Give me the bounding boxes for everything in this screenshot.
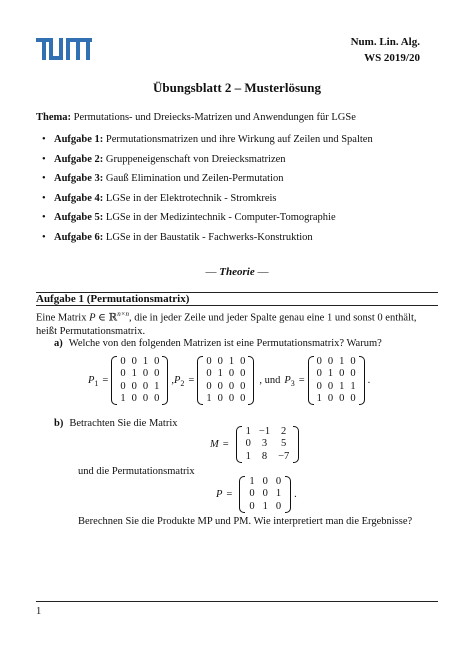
matrix-cell: 0 [120,380,126,392]
matrix-cell: 0 [339,368,345,380]
matrix-cell: 0 [240,356,246,367]
matrix-cell: 0 [217,356,223,367]
matrix-cell: 0 [228,368,235,380]
matrix-cell: 0 [120,368,126,380]
section-rule-bottom [36,305,438,306]
task-item: • Aufgabe 5: LGSe in der Medizintechnik - Computer-Tomographie [54,208,373,228]
matrix-cell: 0 [339,392,345,404]
matrix-cell: 1 [316,392,322,404]
matrix-cell: 1 [228,356,235,367]
matrix-cell: 0 [240,392,246,404]
thema-label: Thema: [36,112,71,123]
matrix-cell: 3 [261,438,268,450]
matrix-cell: 1 [120,392,126,404]
matrix-cell: 0 [262,476,268,487]
matrix-cell: 1 [142,356,149,367]
matrix-cell: 0 [350,356,356,367]
matrix-cell: 1 [339,356,345,367]
matrix-p [239,476,291,513]
thema-line [36,112,356,123]
question-b-text1: Betrachten Sie die Matrix [69,418,178,429]
matrix-m-row: M = 1 −1 2 0 3 5 1 8 −7 [210,426,302,463]
matrix-cell: 0 [142,380,149,392]
matrix-cell: 0 [206,380,212,392]
matrix-p-row: P = 1 0 0 0 0 1 0 1 0 . [216,476,297,512]
task-item: • Aufgabe 3: Gauß Elimination und Zeilen-Permutation [54,169,373,189]
task-item: • Aufgabe 1: Permutationsmatrizen und ihre Wirkung auf Zeilen und Spalten [54,130,373,150]
matrix-cell: 1 [249,476,255,487]
matrix-cell: 1 [245,450,251,462]
matrix-cell: 0 [206,356,212,367]
matrix-p1 [111,356,168,405]
matrix-cell: 0 [228,380,235,392]
p2-label: $P_2$ [173,375,185,389]
matrix-cell: 0 [275,476,282,487]
matrix-cell: −7 [278,450,290,462]
matrix-cell: 0 [228,392,235,404]
matrix-m [236,426,300,463]
matrix-cell: 1 [262,500,268,512]
matrix-cell: 0 [142,392,149,404]
matrix-cell: 0 [131,380,137,392]
p-label: P [216,488,223,500]
matrix-cell: −1 [258,426,271,437]
matrix-cell: 0 [154,356,160,367]
task-list [54,130,373,247]
matrix-cell: 1 [350,380,356,392]
m-label: M [210,438,219,450]
matrix-cell: 0 [316,356,322,367]
matrix-p3 [308,356,365,405]
tum-logo [36,38,92,60]
question-a-label: a) [54,338,63,349]
matrix-cell: 0 [217,380,223,392]
matrix-cell: 2 [281,426,287,437]
footer-rule [36,601,438,602]
matrix-cell: 1 [245,426,251,437]
matrix-cell: 1 [154,380,160,392]
matrix-cell: 0 [154,392,160,404]
matrix-cell: 0 [327,380,334,392]
matrix-cell: 0 [154,368,160,380]
course-info [351,34,420,66]
question-b-text3: Berechnen Sie die Produkte MP und PM. Wie interpretiert man die Ergebnisse? [78,516,413,527]
section-heading: Aufgabe 1 (Permutationsmatrix) [36,293,190,305]
matrix-cell: 0 [350,392,356,404]
matrix-cell: 0 [142,368,149,380]
matrix-cell: 1 [327,368,334,380]
matrix-cell: 5 [281,438,287,450]
definition-text: Eine Matrix P ∈ ℝ$^{n\times n}$, die in jeder Zeile und jeder Spalte genau eine 1 und sonst 0 enthält, heißt Permutationsmatrix. [36,310,417,337]
matrix-cell: 0 [120,356,126,367]
matrix-cell: 1 [131,368,137,380]
theorie-label: Theorie [219,266,255,278]
task-item: • Aufgabe 4: LGSe in der Elektrotechnik - Stromkreis [54,189,373,209]
matrix-cell: 0 [249,488,255,500]
question-a-text: Welche von den folgenden Matrizen ist eine Permutationsmatrix? Warum? [68,338,382,349]
p3-label: $P_3$ [284,375,295,389]
matrix-cell: 0 [327,356,334,367]
matrix-cell: 0 [206,368,212,380]
matrix-cell: 0 [131,356,137,367]
matrix-cell: 1 [339,380,345,392]
course-name: Num. Lin. Alg. [350,36,420,48]
matrix-cell: 1 [206,392,212,404]
matrix-p2 [197,356,254,405]
task-item: • Aufgabe 6: LGSe in der Baustatik - Fachwerks-Konstruktion [54,228,373,248]
matrix-cell: 0 [316,380,322,392]
matrix-cell: 0 [327,392,334,404]
matrix-cell: 0 [245,438,251,450]
theorie-divider: — Theorie — [205,266,269,278]
matrix-cell: 0 [350,368,356,380]
question-b [54,418,178,429]
matrix-cell: 0 [217,392,223,404]
page-number: 1 [36,606,42,617]
matrix-cell: 0 [240,380,246,392]
matrix-cell: 1 [275,488,282,500]
matrix-cell: 0 [240,368,246,380]
matrix-cell: 8 [261,450,268,462]
matrix-cell: 0 [262,488,268,500]
thema-text: Permutations- und Dreiecks-Matrizen und Anwendungen für LGSe [73,112,356,123]
p1-label: $P_1$ [88,375,99,389]
task-item: • Aufgabe 2: Gruppeneigenschaft von Dreiecksmatrizen [54,150,373,170]
page-title: Übungsblatt 2 – Musterlösung [153,80,321,95]
matrix-cell: 0 [249,500,255,512]
matrices-a: $P_1$ = 0 0 1 0 0 1 0 0 0 0 0 1 1 0 0 0 , $P_2$ = 0 0 1 0 0 1 0 0 0 0 0 0 1 0 0 0 , und $P_3$ = 0 0 1 0 0 1 0 0 0 0 1 1 1 0 0 0 . [88,356,371,404]
matrix-cell: 1 [217,368,223,380]
question-a [54,338,382,349]
question-b-label: b) [54,418,64,429]
semester: WS 2019/20 [364,52,420,64]
matrix-cell: 0 [275,500,282,512]
matrix-cell: 0 [316,368,322,380]
question-b-text2: und die Permutationsmatrix [78,466,195,477]
matrix-cell: 0 [131,392,137,404]
